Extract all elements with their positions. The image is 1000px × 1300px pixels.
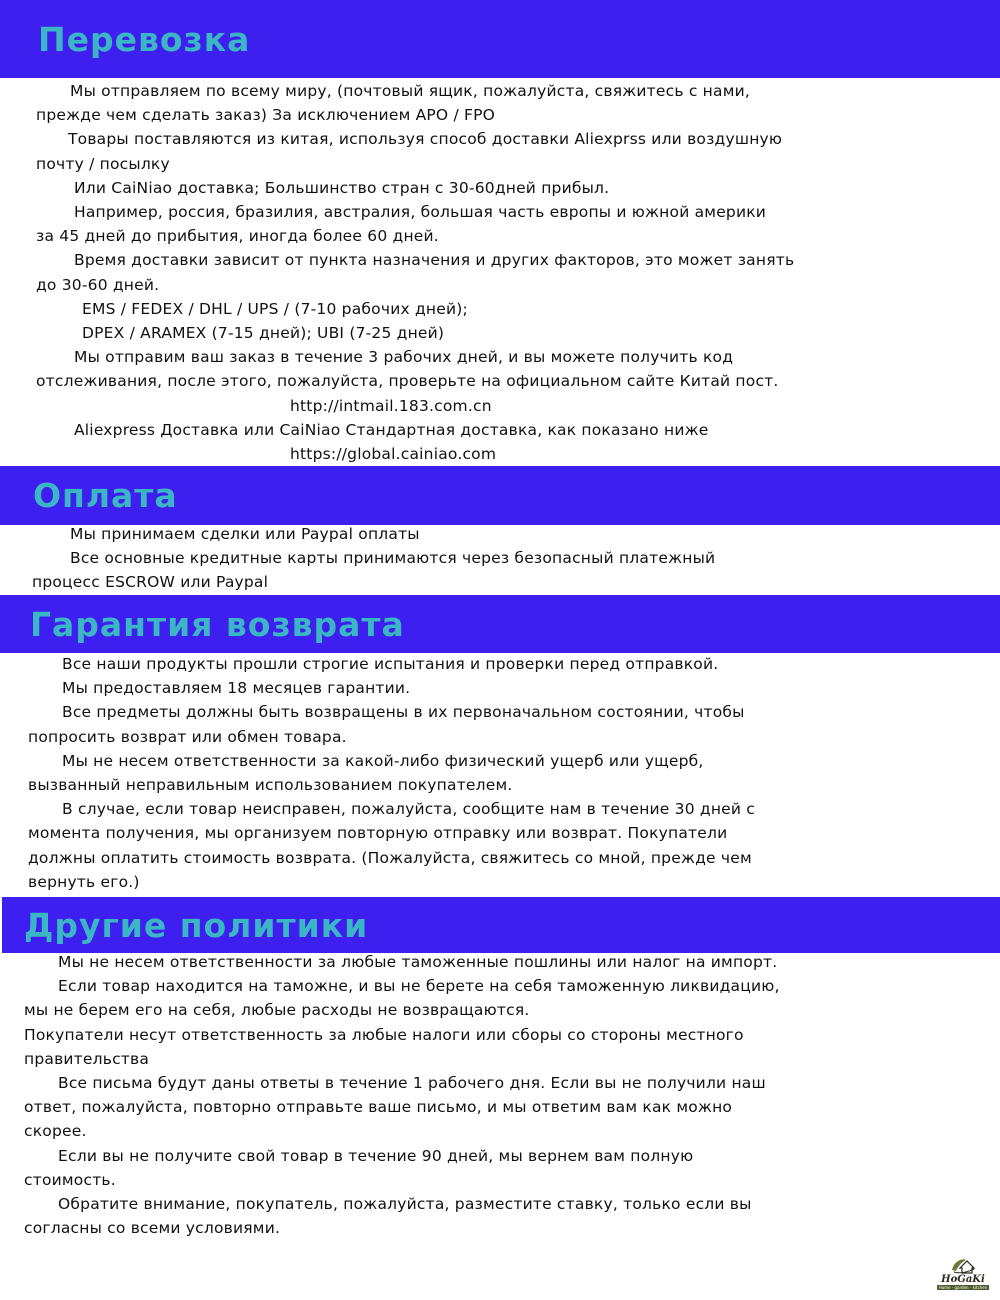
paragraph-line: за 45 дней до прибытия, иногда более 60 дней.: [36, 227, 439, 246]
paragraph-line: Время доставки зависит от пункта назначения и других факторов, это может занять: [74, 251, 795, 270]
paragraph-line: Товары поставляются из китая, используя способ доставки Aliexprss или воздушную: [68, 130, 783, 149]
section-body-shipping: [0, 79, 1000, 466]
paragraph-line: Мы отправим ваш заказ в течение 3 рабочих дней, и вы можете получить код: [74, 348, 734, 367]
paragraph-line: прежде чем сделать заказ) За исключением APO / FPO: [36, 106, 496, 125]
section-banner-other-policies: [2, 897, 1000, 953]
paragraph-line: стоимость.: [24, 1170, 116, 1189]
section-body-payment: [0, 522, 1000, 595]
paragraph-line: Все предметы должны быть возвращены в их первоначальном состоянии, чтобы: [62, 703, 745, 722]
paragraph-line: Например, россия, бразилия, австралия, большая часть европы и южной америки: [74, 203, 767, 222]
section-body-return-guarantee: [0, 652, 1000, 894]
section-title-shipping: Перевозка: [38, 19, 251, 59]
paragraph-line: Мы предоставляем 18 месяцев гарантии.: [62, 679, 411, 698]
paragraph-line: отслеживания, после этого, пожалуйста, проверьте на официальном сайте Китай пост.: [36, 372, 779, 391]
paragraph-line: вернуть его.): [28, 872, 140, 891]
paragraph-line: скорее.: [24, 1122, 87, 1141]
paragraph-line: https://global.cainiao.com: [290, 445, 497, 464]
paragraph-line: Мы принимаем сделки или Paypal оплаты: [70, 525, 420, 543]
paragraph-line: Мы отправляем по всему миру, (почтовый ящик, пожалуйста, свяжитесь с нами,: [70, 82, 751, 100]
leaf-house-icon: [950, 1256, 976, 1274]
brand-logo: [934, 1246, 992, 1290]
paragraph-line: ответ, пожалуйста, повторно отправьте ваше письмо, и мы ответим вам как можно: [24, 1098, 733, 1117]
paragraph-line: должны оплатить стоимость возврата. (Пожалуйста, свяжитесь со мной, прежде чем: [28, 848, 752, 867]
section-banner-shipping: [0, 0, 1000, 78]
section-title-other-policies: Другие политики: [24, 905, 369, 945]
paragraph-line: Покупатели несут ответственность за любые налоги или сборы со стороны местного: [24, 1025, 744, 1044]
paragraph-line: почту / посылку: [36, 154, 170, 173]
logo-name: HoGaKi: [941, 1274, 985, 1285]
paragraph-line: Все основные кредитные карты принимаются через безопасный платежный: [70, 549, 716, 568]
section-title-payment: Оплата: [33, 476, 178, 515]
paragraph-line: Или CaiNiao доставка; Большинство стран с 30-60дней прибыл.: [74, 178, 610, 197]
section-title-return-guarantee: Гарантия возврата: [30, 604, 405, 644]
paragraph-line: В случае, если товар неисправен, пожалуйста, сообщите нам в течение 30 дней с: [62, 800, 756, 819]
section-body-other-policies: [0, 950, 1000, 1240]
paragraph-line: согласны со всеми условиями.: [24, 1219, 281, 1238]
paragraph-line: DPEX / ARAMEX (7-15 дней); UBI (7-25 дней): [82, 324, 445, 343]
section-banner-return-guarantee: [0, 595, 1000, 653]
paragraph-line: Обратите внимание, покупатель, пожалуйста, разместите ставку, только если вы: [58, 1195, 752, 1214]
paragraph-line: Мы не несем ответственности за любые таможенные пошлины или налог на импорт.: [58, 953, 778, 971]
paragraph-line: Все письма будут даны ответы в течение 1 рабочего дня. Если вы не получили наш: [58, 1074, 766, 1093]
paragraph-line: Если товар находится на таможне, и вы не берете на себя таможенную ликвидацию,: [58, 977, 780, 996]
paragraph-line: до 30-60 дней.: [36, 275, 160, 294]
paragraph-line: http://intmail.183.com.cn: [290, 396, 492, 415]
paragraph-line: вызванный неправильным использованием покупателем.: [28, 776, 513, 795]
paragraph-line: попросить возврат или обмен товара.: [28, 727, 347, 746]
paragraph-line: Если вы не получите свой товар в течение 90 дней, мы вернем вам полную: [58, 1146, 694, 1165]
paragraph-line: момента получения, мы организуем повторную отправку или возврат. Покупатели: [28, 824, 728, 843]
paragraph-line: правительства: [24, 1049, 150, 1068]
paragraph-line: EMS / FEDEX / DHL / UPS / (7-10 рабочих дней);: [82, 299, 468, 318]
paragraph-line: Все наши продукты прошли строгие испытания и проверки перед отправкой.: [62, 655, 719, 673]
paragraph-line: Aliexpress Доставка или CaiNiao Стандартная доставка, как показано ниже: [74, 420, 709, 439]
paragraph-line: процесс ESCROW или Paypal: [32, 573, 269, 592]
logo-tagline: Home - garden - kitchen: [938, 1285, 988, 1290]
paragraph-line: мы не берем его на себя, любые расходы не возвращаются.: [24, 1001, 530, 1020]
paragraph-line: Мы не несем ответственности за какой-либо физический ущерб или ущерб,: [62, 751, 704, 770]
section-banner-payment: [0, 466, 1000, 525]
